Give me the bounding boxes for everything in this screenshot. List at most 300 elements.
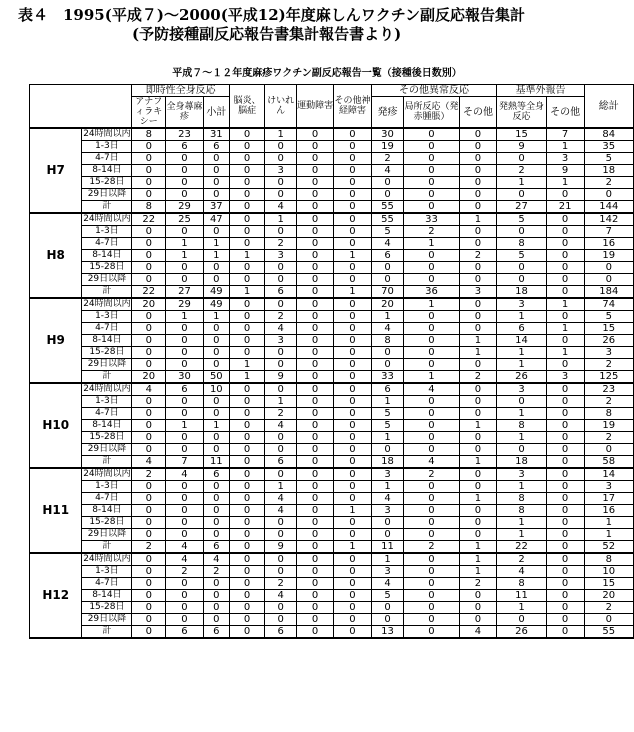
table-cell: 0: [546, 189, 584, 201]
table-cell: 0: [296, 177, 333, 189]
table-cell: 0: [334, 626, 371, 639]
table-cell: 8: [497, 420, 546, 432]
table-cell: 50: [203, 371, 229, 384]
table-cell: 0: [166, 347, 204, 359]
table-cell: 6: [203, 141, 229, 153]
table-cell: 0: [132, 432, 166, 444]
table-cell: 0: [546, 614, 584, 626]
table-cell: 0: [497, 396, 546, 408]
year-label: H11: [30, 468, 82, 553]
table-cell: 3: [546, 371, 584, 384]
table-cell: 3: [265, 250, 297, 262]
table-cell: 0: [459, 505, 497, 517]
table-cell: 0: [546, 456, 584, 469]
year-label: H9: [30, 298, 82, 383]
period-label: 計: [82, 456, 132, 469]
table-cell: 23: [584, 383, 633, 396]
title-line-1: 表４ 1995(平成７)～2000(平成12)年度麻しんワクチン副反応報告集計: [18, 6, 526, 24]
table-cell: 0: [404, 517, 459, 529]
table-cell: 0: [203, 602, 229, 614]
table-cell: 0: [404, 262, 459, 274]
table-cell: 0: [229, 128, 265, 141]
table-cell: 4: [371, 238, 404, 250]
table-cell: 0: [166, 359, 204, 371]
table-cell: 3: [371, 566, 404, 578]
header-total: 総計: [584, 85, 633, 129]
table-cell: 0: [546, 626, 584, 639]
table-cell: 0: [546, 311, 584, 323]
table-cell: 0: [459, 359, 497, 371]
table-row: [30, 141, 634, 153]
table-row: [30, 213, 634, 226]
table-cell: 6: [203, 626, 229, 639]
table-cell: 0: [546, 529, 584, 541]
period-label: 計: [82, 286, 132, 299]
table-cell: 0: [166, 505, 204, 517]
table-cell: 6: [265, 456, 297, 469]
table-cell: 0: [404, 614, 459, 626]
table-cell: 0: [404, 529, 459, 541]
table-cell: 0: [404, 128, 459, 141]
table-cell: 0: [459, 238, 497, 250]
table-cell: 0: [497, 189, 546, 201]
table-cell: 0: [229, 177, 265, 189]
table-cell: 0: [404, 578, 459, 590]
table-cell: 0: [265, 432, 297, 444]
table-cell: 0: [203, 578, 229, 590]
table-cell: 0: [334, 262, 371, 274]
table-cell: 0: [132, 626, 166, 639]
table-cell: 1: [371, 311, 404, 323]
table-cell: 0: [229, 517, 265, 529]
table-cell: 0: [203, 226, 229, 238]
table-cell: 0: [229, 602, 265, 614]
table-cell: 0: [334, 359, 371, 371]
table-cell: 0: [296, 541, 333, 554]
table-cell: 0: [546, 274, 584, 286]
table-cell: 0: [132, 189, 166, 201]
table-row: [30, 517, 634, 529]
table-cell: 0: [404, 602, 459, 614]
table-cell: 2: [497, 553, 546, 566]
table-cell: 2: [584, 396, 633, 408]
table-cell: 0: [296, 262, 333, 274]
table-cell: 0: [203, 335, 229, 347]
table-cell: 0: [203, 505, 229, 517]
table-cell: 1: [497, 432, 546, 444]
table-cell: 17: [584, 493, 633, 505]
table-cell: 1: [459, 420, 497, 432]
table-cell: 0: [296, 529, 333, 541]
period-label: 29日以降: [82, 444, 132, 456]
table-cell: 0: [459, 590, 497, 602]
table-cell: 37: [203, 201, 229, 214]
table-cell: 8: [584, 553, 633, 566]
table-cell: 0: [296, 578, 333, 590]
table-cell: 4: [166, 541, 204, 554]
table-row: [30, 468, 634, 481]
table-cell: 0: [203, 359, 229, 371]
table-cell: 5: [371, 420, 404, 432]
table-cell: 2: [404, 541, 459, 554]
table-cell: 0: [334, 444, 371, 456]
table-cell: 0: [229, 274, 265, 286]
table-cell: 0: [296, 165, 333, 177]
table-cell: 0: [459, 189, 497, 201]
table-cell: 4: [404, 383, 459, 396]
table-cell: 55: [584, 626, 633, 639]
table-cell: 0: [265, 359, 297, 371]
table-cell: 0: [459, 602, 497, 614]
period-label: 29日以降: [82, 529, 132, 541]
table-cell: 144: [584, 201, 633, 214]
header-motor: 運動障害: [296, 85, 333, 129]
table-cell: 3: [546, 153, 584, 165]
table-cell: 1: [497, 347, 546, 359]
table-cell: 0: [132, 566, 166, 578]
table-cell: 0: [296, 371, 333, 384]
table-cell: 0: [229, 311, 265, 323]
table-cell: 0: [132, 335, 166, 347]
table-cell: 2: [265, 408, 297, 420]
table-row: [30, 262, 634, 274]
table-cell: 3: [459, 286, 497, 299]
table-cell: 0: [371, 262, 404, 274]
table-cell: 6: [371, 250, 404, 262]
table-cell: 0: [166, 153, 204, 165]
table-cell: 0: [132, 493, 166, 505]
table-cell: 49: [203, 298, 229, 311]
table-cell: 6: [203, 468, 229, 481]
table-cell: 0: [132, 311, 166, 323]
table-cell: 26: [584, 335, 633, 347]
period-label: 24時間以内: [83, 214, 131, 224]
table-cell: 0: [334, 141, 371, 153]
table-cell: 0: [296, 614, 333, 626]
table-cell: 0: [229, 541, 265, 554]
table-cell: 0: [296, 396, 333, 408]
table-cell: 0: [229, 298, 265, 311]
table-cell: 0: [229, 153, 265, 165]
table-cell: 27: [497, 201, 546, 214]
table-cell: 0: [265, 383, 297, 396]
period-label: 4-7日: [82, 493, 132, 505]
table-cell: 6: [265, 286, 297, 299]
table-cell: 2: [132, 541, 166, 554]
table-cell: 0: [334, 493, 371, 505]
table-row: [30, 226, 634, 238]
table-cell: 0: [404, 420, 459, 432]
table-cell: 0: [371, 189, 404, 201]
table-cell: 0: [371, 529, 404, 541]
table-cell: 0: [229, 347, 265, 359]
table-cell: 19: [584, 420, 633, 432]
table-cell: 0: [265, 444, 297, 456]
table-cell: 26: [497, 371, 546, 384]
table-row: [30, 456, 634, 469]
period-label: 24時間以内: [83, 469, 131, 479]
period-label: 24時間以内: [83, 129, 131, 139]
period-label: 4-7日: [82, 578, 132, 590]
table-cell: 0: [334, 420, 371, 432]
table-cell: 8: [371, 335, 404, 347]
table-cell: 0: [229, 226, 265, 238]
table-row: [30, 189, 634, 201]
table-cell: 1: [404, 298, 459, 311]
table-cell: 2: [404, 468, 459, 481]
table-cell: 1: [203, 238, 229, 250]
table-caption: 平成７～１２年度麻疹ワクチン副反応報告一覧（接種後日数別）: [172, 68, 462, 79]
period-label: 29日以降: [82, 189, 132, 201]
table-cell: 0: [296, 359, 333, 371]
header-seizure: けいれん: [265, 85, 297, 129]
table-cell: 0: [166, 165, 204, 177]
table-cell: 0: [229, 383, 265, 396]
table-cell: 0: [229, 323, 265, 335]
table-row: [30, 505, 634, 517]
table-cell: 0: [404, 359, 459, 371]
table-cell: 1: [371, 553, 404, 566]
table-cell: 0: [334, 128, 371, 141]
table-cell: 125: [584, 371, 633, 384]
table-cell: 0: [166, 614, 204, 626]
table-row: [30, 566, 634, 578]
header-anaphylaxis: アナフィラキシー: [132, 97, 166, 129]
table-cell: 0: [229, 566, 265, 578]
table-cell: 0: [334, 553, 371, 566]
table-cell: 4: [203, 553, 229, 566]
table-cell: 30: [166, 371, 204, 384]
table-cell: 6: [497, 323, 546, 335]
table-cell: 4: [265, 590, 297, 602]
table-cell: 0: [296, 201, 333, 214]
table-row: [30, 529, 634, 541]
table-cell: 18: [497, 286, 546, 299]
table-cell: 0: [166, 274, 204, 286]
table-cell: 11: [203, 456, 229, 469]
table-cell: 0: [229, 213, 265, 226]
table-cell: 55: [371, 213, 404, 226]
table-cell: 0: [459, 481, 497, 493]
table-cell: 0: [546, 578, 584, 590]
table-cell: 7: [166, 456, 204, 469]
table-cell: 0: [229, 553, 265, 566]
table-cell: 0: [132, 165, 166, 177]
table-cell: 1: [166, 311, 204, 323]
table-cell: 0: [334, 323, 371, 335]
table-cell: 0: [265, 177, 297, 189]
table-cell: 18: [584, 165, 633, 177]
table-cell: 1: [371, 432, 404, 444]
table-cell: 4: [404, 456, 459, 469]
table-cell: 2: [497, 165, 546, 177]
table-cell: 0: [497, 262, 546, 274]
table-cell: 0: [132, 177, 166, 189]
table-cell: 0: [546, 517, 584, 529]
table-cell: 0: [296, 323, 333, 335]
table-cell: 0: [229, 238, 265, 250]
table-cell: 0: [203, 262, 229, 274]
table-cell: 22: [497, 541, 546, 554]
table-cell: 0: [546, 420, 584, 432]
table-cell: 2: [459, 371, 497, 384]
table-cell: 0: [132, 444, 166, 456]
table-row: [30, 590, 634, 602]
table-cell: 0: [296, 250, 333, 262]
table-cell: 0: [296, 238, 333, 250]
table-cell: 2: [459, 578, 497, 590]
table-cell: 0: [132, 262, 166, 274]
table-cell: 0: [296, 335, 333, 347]
table-cell: 0: [265, 553, 297, 566]
table-cell: 0: [334, 566, 371, 578]
table-cell: 0: [265, 468, 297, 481]
table-cell: 49: [203, 286, 229, 299]
period-label: 計: [82, 626, 132, 639]
table-cell: 0: [459, 201, 497, 214]
table-cell: 0: [404, 189, 459, 201]
table-cell: 5: [371, 590, 404, 602]
table-cell: 1: [497, 529, 546, 541]
table-cell: 0: [166, 493, 204, 505]
table-cell: 1: [265, 396, 297, 408]
table-cell: 1: [203, 311, 229, 323]
header-other-abnormal: その他異常反応: [371, 85, 497, 97]
table-cell: 0: [265, 262, 297, 274]
table-cell: 0: [546, 408, 584, 420]
table-cell: 15: [584, 323, 633, 335]
table-row: [30, 553, 634, 566]
table-cell: 1: [459, 335, 497, 347]
table-cell: 0: [203, 481, 229, 493]
table-cell: 3: [584, 347, 633, 359]
table-cell: 0: [229, 432, 265, 444]
table-cell: 1: [459, 541, 497, 554]
table-cell: 0: [334, 396, 371, 408]
table-cell: 0: [546, 238, 584, 250]
table-row: [30, 371, 634, 384]
table-cell: 36: [404, 286, 459, 299]
table-cell: 0: [296, 505, 333, 517]
table-cell: 0: [459, 165, 497, 177]
table-cell: 142: [584, 213, 633, 226]
table-cell: 0: [404, 444, 459, 456]
table-cell: 0: [404, 165, 459, 177]
table-cell: 0: [546, 335, 584, 347]
table-cell: 0: [296, 456, 333, 469]
table-cell: 0: [296, 141, 333, 153]
table-cell: 0: [166, 444, 204, 456]
table-cell: 0: [229, 141, 265, 153]
table-cell: 0: [166, 262, 204, 274]
table-cell: 0: [166, 335, 204, 347]
table-cell: 0: [132, 553, 166, 566]
table-cell: 0: [132, 481, 166, 493]
table-cell: 0: [203, 590, 229, 602]
period-label: 29日以降: [82, 274, 132, 286]
period-label: 15-28日: [82, 262, 132, 274]
table-cell: 0: [584, 262, 633, 274]
table-cell: 1: [459, 456, 497, 469]
table-cell: 0: [546, 213, 584, 226]
table-cell: 0: [296, 602, 333, 614]
period-label: 29日以降: [82, 614, 132, 626]
table-cell: 2: [584, 432, 633, 444]
period-label: 4-7日: [82, 153, 132, 165]
table-cell: 0: [459, 408, 497, 420]
table-cell: 0: [546, 432, 584, 444]
table-row: [30, 541, 634, 554]
table-cell: 0: [459, 177, 497, 189]
period-label: 1-3日: [82, 396, 132, 408]
table-cell: 0: [334, 189, 371, 201]
table-cell: 0: [459, 468, 497, 481]
period-label: 1-3日: [82, 566, 132, 578]
table-cell: 0: [132, 238, 166, 250]
header-urticaria: 全身蕁麻疹: [166, 97, 204, 129]
table-cell: 4: [371, 323, 404, 335]
table-cell: 5: [584, 311, 633, 323]
table-cell: 0: [546, 286, 584, 299]
table-cell: 5: [371, 408, 404, 420]
table-cell: 52: [584, 541, 633, 554]
table-cell: 55: [371, 201, 404, 214]
table-row: [30, 177, 634, 189]
table-cell: 0: [229, 335, 265, 347]
table-cell: 1: [265, 213, 297, 226]
table-row: [30, 153, 634, 165]
table-cell: 70: [371, 286, 404, 299]
table-cell: 4: [497, 566, 546, 578]
table-cell: 0: [296, 468, 333, 481]
period-label: 15-28日: [82, 602, 132, 614]
table-cell: 0: [229, 505, 265, 517]
table-cell: 0: [404, 626, 459, 639]
table-row: [30, 602, 634, 614]
table-cell: 0: [203, 177, 229, 189]
table-cell: 16: [584, 238, 633, 250]
table-cell: 0: [334, 335, 371, 347]
table-row: [30, 420, 634, 432]
table-cell: 0: [546, 250, 584, 262]
header-rash: 発疹: [371, 97, 404, 129]
table-cell: 8: [497, 238, 546, 250]
table-cell: 0: [584, 189, 633, 201]
table-cell: 8: [132, 128, 166, 141]
table-cell: 0: [296, 432, 333, 444]
table-cell: 8: [497, 578, 546, 590]
table-cell: 22: [132, 286, 166, 299]
table-cell: 0: [371, 614, 404, 626]
table-row: [30, 201, 634, 214]
table-cell: 0: [296, 189, 333, 201]
table-cell: 0: [229, 481, 265, 493]
table-cell: 0: [546, 468, 584, 481]
table-cell: 0: [404, 323, 459, 335]
table-cell: 0: [265, 153, 297, 165]
table-cell: 0: [132, 590, 166, 602]
period-label: 8-14日: [82, 335, 132, 347]
table-cell: 18: [371, 456, 404, 469]
table-cell: 10: [203, 383, 229, 396]
table-cell: 0: [203, 323, 229, 335]
table-cell: 0: [296, 274, 333, 286]
period-label: 8-14日: [82, 165, 132, 177]
table-cell: 0: [334, 614, 371, 626]
table-cell: 6: [166, 141, 204, 153]
period-label: 24時間以内: [83, 299, 131, 309]
period-label: 15-28日: [82, 347, 132, 359]
